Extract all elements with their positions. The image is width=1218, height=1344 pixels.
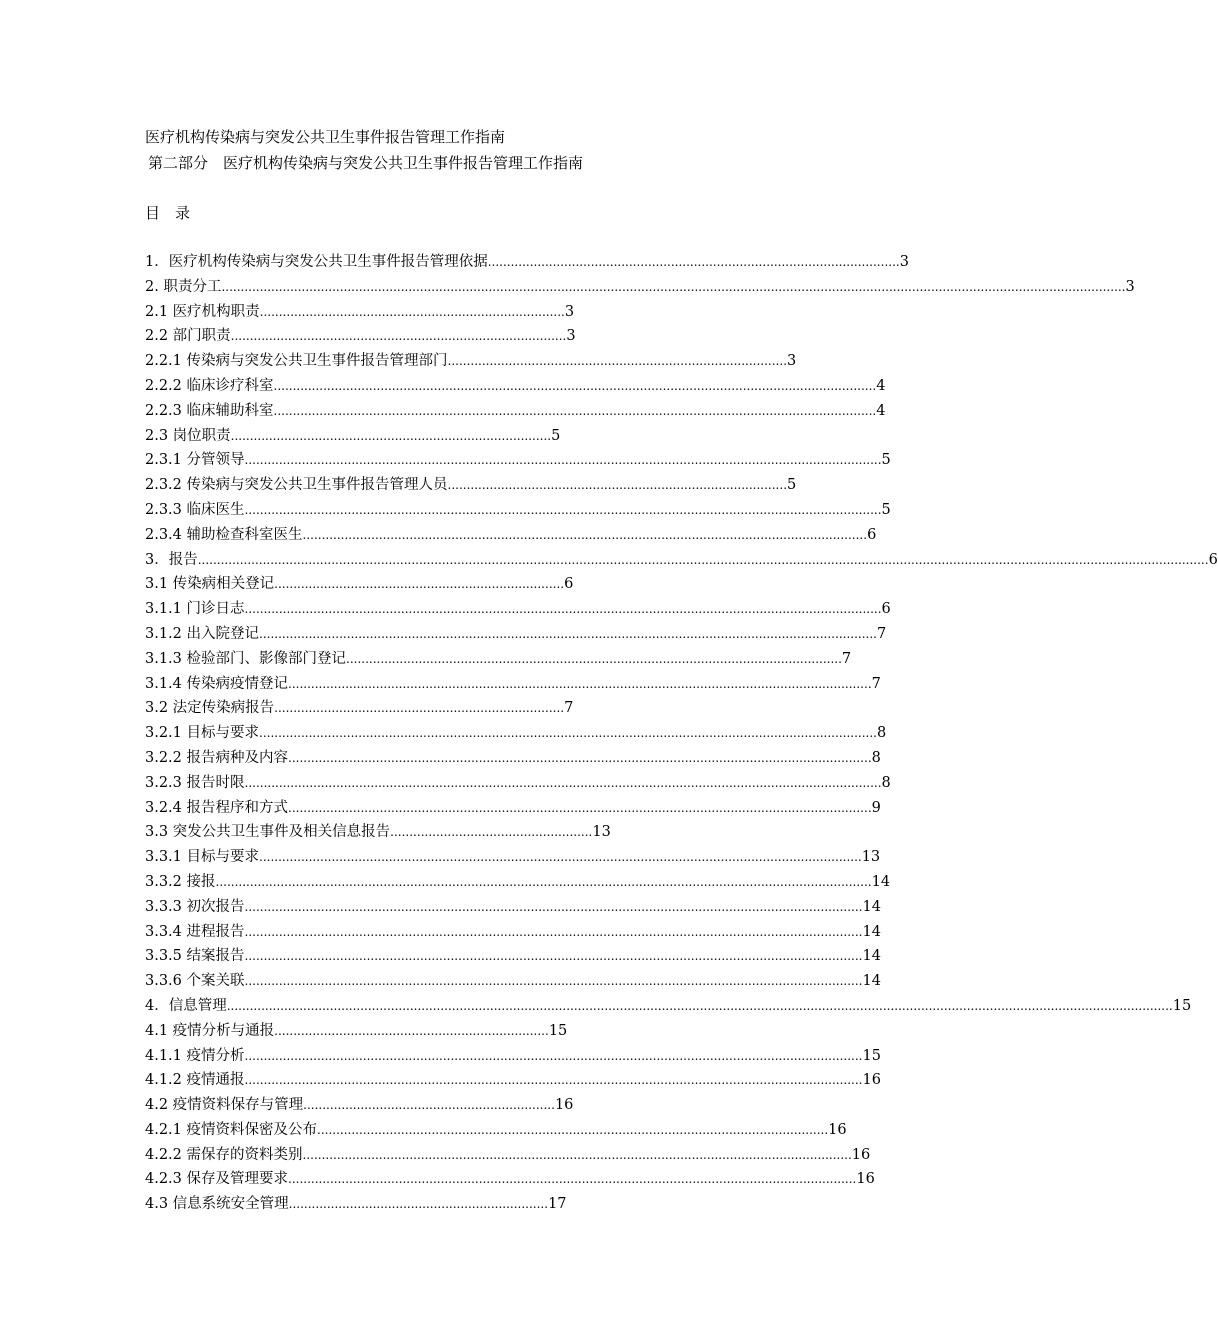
toc-entry[interactable] [145, 351, 845, 376]
toc-leader-dots: .............................................................................................................................................................. [273, 378, 877, 393]
toc-entry[interactable] [145, 326, 845, 351]
toc-entry-label: 2.3.2 传染病与突发公共卫生事件报告管理人员 [145, 477, 448, 494]
toc-entry[interactable] [145, 1095, 845, 1120]
toc-entry-page: 15 [862, 1047, 881, 1064]
toc-entry-page: 4 [876, 377, 886, 394]
toc-entry-page: 7 [871, 675, 881, 692]
toc-entry[interactable] [145, 897, 881, 922]
toc-leader-dots: .............................................................................................................................................................. [273, 403, 877, 418]
toc-entry-page: 3 [1125, 278, 1135, 295]
toc-entry-label: 3.1 传染病相关登记 [145, 576, 275, 593]
toc-entry-page: 13 [861, 849, 881, 866]
toc-leader-dots: ......................................................................................... [447, 478, 788, 493]
toc-entry-label: 2.2.1 传染病与突发公共卫生事件报告管理部门 [145, 353, 448, 370]
toc-entry-label: 2.2.3 临床辅助科室 [145, 402, 274, 419]
toc-entry[interactable] [145, 872, 891, 897]
toc-entry[interactable] [145, 847, 881, 872]
toc-leader-dots: ..................................................... [390, 825, 593, 840]
toc-leader-dots: ............................................................................................................................................................................................................................................. [221, 279, 1126, 294]
toc-entry-label: 3.3.2 接报 [145, 873, 216, 890]
toc-entry-page: 3 [564, 303, 575, 320]
toc-entry-label: 3.2.1 目标与要求 [145, 725, 260, 742]
toc-leader-dots: .................................................................................................................................................................. [244, 1073, 863, 1088]
toc-leader-dots: ......................................................................................................................................................... [288, 800, 872, 815]
toc-entry-label: 2. 职责分工 [145, 278, 222, 295]
toc-entry-page: 15 [548, 1022, 568, 1039]
toc-entry-page: 3 [899, 254, 909, 270]
toc-entry-label: 3.3.4 进程报告 [145, 923, 245, 940]
toc-entry-label: 3.3 突发公共卫生事件及相关信息报告 [145, 824, 391, 841]
toc-entry-page: 14 [862, 948, 881, 965]
toc-leader-dots: .................................................................................................................................................................. [259, 626, 877, 641]
toc-entry-label: 3.3.3 初次报告 [145, 898, 245, 915]
toc-leader-dots: .................................................................................................................................................................. [244, 949, 863, 964]
toc-entry[interactable] [145, 946, 881, 971]
toc-entry-page: 7 [876, 625, 887, 642]
toc-entry-label: 3.2.3 报告时限 [145, 774, 245, 791]
toc-entry[interactable] [145, 302, 845, 327]
toc-entry-page: 14 [862, 923, 881, 940]
toc-entry-label: 3.3.5 结案报告 [145, 948, 245, 965]
toc-leader-dots: ............................................................................................................................................................................ [215, 874, 872, 889]
document-title: 医疗机构传染病与突发公共卫生事件报告管理工作指南 [145, 128, 506, 146]
toc-entry-page: 16 [862, 1072, 881, 1089]
toc-entry-label: 3.1.1 门诊日志 [145, 601, 245, 618]
toc-entry[interactable] [145, 1070, 881, 1095]
toc-entry-label: 2.3.3 临床医生 [145, 501, 245, 518]
toc-entry[interactable] [145, 500, 891, 525]
toc-entry[interactable] [145, 624, 887, 649]
table-of-contents [145, 252, 1218, 1219]
toc-entry[interactable] [145, 475, 845, 500]
toc-leader-dots: ..................................................................................................................................................... [288, 1172, 857, 1187]
toc-entry[interactable] [145, 574, 845, 599]
toc-entry-label: 1．医疗机构传染病与突发公共卫生事件报告管理依据 [145, 254, 488, 270]
toc-entry-page: 5 [551, 427, 561, 444]
toc-leader-dots: ......................................................................................................................................................... [288, 750, 872, 765]
toc-leader-dots: ...................................................................................................................................... [317, 1122, 829, 1137]
toc-entry-label: 2.1 医疗机构职责 [145, 303, 260, 320]
toc-entry-label: 2.3.1 分管领导 [145, 452, 245, 469]
toc-entry[interactable] [145, 376, 886, 401]
toc-entry[interactable] [145, 599, 891, 624]
toc-leader-dots: ............................................................................................................ [487, 255, 900, 269]
toc-entry-label: 4.2.1 疫情资料保密及公布 [145, 1121, 318, 1138]
toc-entry-page: 4 [876, 402, 886, 419]
toc-entry[interactable] [145, 723, 887, 748]
toc-heading: 目 录 [145, 204, 191, 222]
toc-entry-page: 5 [787, 477, 797, 494]
toc-entry[interactable] [145, 649, 852, 674]
toc-entry[interactable] [145, 1169, 875, 1194]
toc-entry-label: 4.2.3 保存及管理要求 [145, 1171, 289, 1188]
toc-leader-dots: .................................................................................................................................................................. [244, 1048, 863, 1063]
toc-entry[interactable] [145, 822, 845, 847]
toc-entry-page: 14 [862, 898, 881, 915]
toc-entry-label: 3.1.4 传染病疫情登记 [145, 675, 289, 692]
toc-entry[interactable] [145, 1194, 845, 1219]
toc-entry-page: 3 [566, 328, 576, 345]
toc-entry[interactable] [145, 773, 891, 798]
toc-leader-dots: ................................................................................................................................................ [302, 1147, 852, 1162]
toc-entry[interactable] [145, 525, 877, 550]
toc-entry-label: 3.1.3 检验部门、影像部门登记 [145, 650, 347, 667]
toc-leader-dots: ....................................................................................................................................................................... [244, 775, 882, 790]
toc-leader-dots: .................................................................................................................................. [346, 651, 842, 666]
toc-entry-page: 16 [828, 1121, 847, 1138]
toc-entry[interactable] [145, 1046, 881, 1071]
toc-leader-dots: .............................................................................................................................................................. [259, 850, 862, 865]
toc-leader-dots: ............................................................................ [274, 701, 565, 716]
toc-entry-page: 8 [876, 725, 887, 742]
toc-leader-dots: .................................................................... [288, 1197, 549, 1212]
toc-entry[interactable] [145, 550, 1218, 575]
toc-entry-label: 2.2.2 临床诊疗科室 [145, 377, 274, 394]
toc-entry[interactable] [145, 748, 881, 773]
toc-entry[interactable] [145, 971, 881, 996]
toc-entry-label: 4.2.2 需保存的资料类别 [145, 1146, 303, 1163]
toc-leader-dots: ......................................................................................................................................................... [288, 676, 872, 691]
toc-leader-dots: ......................................................................................................................................................................................................................................................................... [197, 552, 1209, 567]
toc-entry-label: 2.3.4 辅助检查科室医生 [145, 526, 303, 543]
toc-entry-page: 7 [564, 700, 574, 717]
toc-entry-label: 3.1.2 出入院登记 [145, 625, 260, 642]
toc-entry-page: 8 [871, 749, 881, 766]
toc-leader-dots: ........................................................................................ [230, 329, 567, 344]
toc-entry[interactable] [145, 450, 891, 475]
toc-entry[interactable] [145, 698, 845, 723]
toc-entry-label: 2.2 部门职责 [145, 328, 231, 345]
toc-entry-label: 3．报告 [145, 551, 198, 568]
toc-entry-label: 4.1.2 疫情通报 [145, 1072, 245, 1089]
toc-entry-label: 4.3 信息系统安全管理 [145, 1196, 289, 1213]
toc-leader-dots: .................................................................................................................................................... [302, 527, 868, 542]
toc-entry[interactable] [145, 252, 909, 277]
toc-entry-label: 3.3.1 目标与要求 [145, 849, 260, 866]
toc-entry-page: 13 [592, 824, 611, 841]
toc-leader-dots: ....................................................................................................................................................................... [244, 502, 882, 517]
toc-entry[interactable] [145, 426, 845, 451]
toc-entry-page: 16 [856, 1171, 875, 1188]
toc-entry[interactable] [145, 277, 1135, 302]
toc-entry-page: 8 [881, 774, 891, 791]
toc-leader-dots: .................................................................................................................................................................. [244, 974, 863, 989]
toc-entry-label: 3.3.6 个案关联 [145, 973, 245, 990]
toc-entry[interactable] [145, 1021, 845, 1046]
toc-leader-dots: ....................................................................................................................................................................... [244, 453, 882, 468]
toc-entry[interactable] [145, 1145, 871, 1170]
toc-entry-label: 3.2 法定传染病报告 [145, 700, 275, 717]
toc-entry-label: 3.2.2 报告病种及内容 [145, 749, 289, 766]
toc-leader-dots: .................................................................................................................................................................. [259, 726, 877, 741]
toc-leader-dots: ........................................................................ [274, 1023, 549, 1038]
toc-entry-page: 9 [871, 799, 881, 816]
toc-entry-label: 4.1 疫情分析与通报 [145, 1022, 275, 1039]
toc-entry-page: 6 [1208, 551, 1218, 568]
toc-entry-label: 2.3 岗位职责 [145, 427, 231, 444]
toc-entry-page: 6 [867, 526, 877, 543]
toc-entry-page: 15 [1172, 997, 1192, 1014]
toc-entry-page: 6 [564, 576, 574, 593]
toc-entry[interactable] [145, 401, 886, 426]
toc-entry-label: 4.2 疫情资料保存与管理 [145, 1097, 304, 1114]
toc-leader-dots: .................................................................................................................................................................. [244, 899, 863, 914]
toc-entry-page: 14 [862, 973, 881, 990]
toc-leader-dots: .................................................................................................................................................................. [244, 924, 863, 939]
document-subtitle: 第二部分 医疗机构传染病与突发公共卫生事件报告管理工作指南 [148, 154, 584, 172]
toc-leader-dots: ................................................................................ [259, 304, 565, 319]
toc-leader-dots: ......................................................................................... [447, 354, 788, 369]
toc-entry[interactable] [145, 798, 881, 823]
toc-entry-label: 3.2.4 报告程序和方式 [145, 799, 289, 816]
toc-entry-page: 16 [851, 1146, 871, 1163]
toc-leader-dots: ........................................................................................................................................................................................................................................................ [226, 998, 1173, 1013]
toc-entry-page: 5 [881, 501, 891, 518]
toc-entry[interactable] [145, 1120, 845, 1145]
toc-entry-label: 4．信息管理 [145, 997, 227, 1014]
toc-entry-label: 4.1.1 疫情分析 [145, 1047, 245, 1064]
toc-leader-dots: ............................................................................ [274, 577, 565, 592]
toc-entry-page: 6 [881, 601, 891, 618]
toc-entry[interactable] [145, 674, 881, 699]
toc-entry-page: 7 [841, 650, 852, 667]
toc-entry[interactable] [145, 996, 1192, 1021]
toc-entry-page: 5 [881, 452, 891, 469]
toc-leader-dots: .................................................................. [303, 1098, 555, 1113]
toc-entry-page: 14 [871, 873, 891, 890]
toc-entry-page: 16 [554, 1097, 574, 1114]
toc-leader-dots: .................................................................................... [230, 428, 552, 443]
toc-leader-dots: ....................................................................................................................................................................... [244, 602, 882, 617]
toc-entry-page: 3 [787, 353, 797, 370]
toc-entry-page: 17 [548, 1196, 567, 1213]
toc-entry[interactable] [145, 922, 881, 947]
